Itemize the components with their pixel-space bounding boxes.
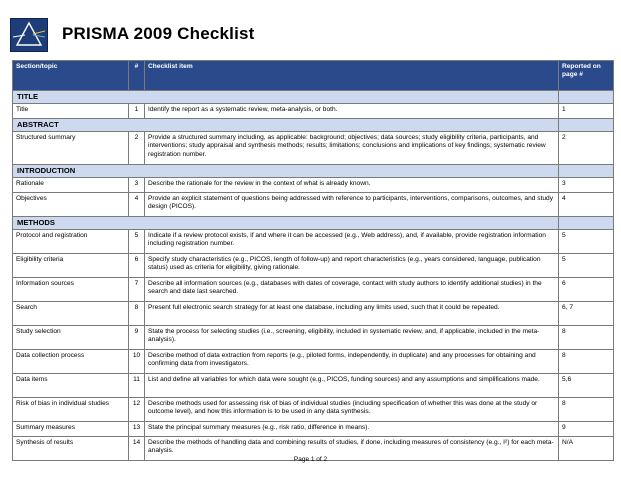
checklist-item-cell: Describe the rationale for the review in the context of what is already known.: [145, 178, 559, 193]
item-number-cell: 12: [129, 398, 145, 422]
topic-cell: Study selection: [13, 326, 129, 350]
item-number-cell: 1: [129, 104, 145, 119]
topic-cell: Search: [13, 302, 129, 326]
table-row: [13, 302, 614, 326]
checklist-item-cell: Provide an explicit statement of questions being addressed with reference to participants, interventions, comparisons, outcomes, and study design (PICOS).: [145, 193, 559, 217]
item-number-cell: 2: [129, 132, 145, 165]
section-header-row: [13, 91, 614, 104]
section-title: METHODS: [13, 217, 559, 230]
checklist-item-cell: Provide a structured summary including, as applicable: background; objectives; data sources; study eligibility criteria, participants, and interventions; study appraisal and synthesis methods; results; limitations; conclusions and implications of key findings; systematic review registration number.: [145, 132, 559, 165]
column-header-reported: Reported on page #: [559, 61, 614, 91]
checklist-table: [12, 60, 614, 461]
table-row: [13, 178, 614, 193]
table-row: [13, 350, 614, 374]
checklist-item-cell: Describe methods used for assessing risk of bias of individual studies (including specification of whether this was done at the study or outcome level), and how this information is to be used in any data synthesis.: [145, 398, 559, 422]
topic-cell: Data items: [13, 374, 129, 398]
table-row: [13, 398, 614, 422]
checklist-item-cell: State the principal summary measures (e.g., risk ratio, difference in means).: [145, 422, 559, 437]
section-title: ABSTRACT: [13, 119, 559, 132]
topic-cell: Risk of bias in individual studies: [13, 398, 129, 422]
checklist-item-cell: Indicate if a review protocol exists, if and where it can be accessed (e.g., Web address), and, if available, provide registration information including registration number.: [145, 230, 559, 254]
checklist-item-cell: Describe the methods of handling data and combining results of studies, if done, including measures of consistency (e.g., I²) for each meta-analysis.: [145, 437, 559, 461]
table-row: [13, 132, 614, 165]
item-number-cell: 7: [129, 278, 145, 302]
topic-cell: Synthesis of results: [13, 437, 129, 461]
section-page-cell: [559, 217, 614, 230]
page-title: PRISMA 2009 Checklist: [62, 24, 255, 43]
section-header-row: [13, 165, 614, 178]
reported-page-cell: 9: [559, 422, 614, 437]
topic-cell: Data collection process: [13, 350, 129, 374]
column-header-item: Checklist item: [145, 61, 559, 91]
table-row: [13, 230, 614, 254]
topic-cell: Title: [13, 104, 129, 119]
prism-icon: [11, 19, 47, 51]
column-header-number: #: [129, 61, 145, 91]
reported-page-cell: 6: [559, 278, 614, 302]
column-header-topic: Section/topic: [13, 61, 129, 91]
table-row: [13, 422, 614, 437]
reported-page-cell: 2: [559, 132, 614, 165]
table-row: [13, 326, 614, 350]
item-number-cell: 3: [129, 178, 145, 193]
topic-cell: Protocol and registration: [13, 230, 129, 254]
section-title: INTRODUCTION: [13, 165, 559, 178]
topic-cell: Summary measures: [13, 422, 129, 437]
item-number-cell: 14: [129, 437, 145, 461]
section-page-cell: [559, 119, 614, 132]
topic-cell: Objectives: [13, 193, 129, 217]
checklist-item-cell: List and define all variables for which data were sought (e.g., PICOS, funding sources) and any assumptions and simplifications made.: [145, 374, 559, 398]
item-number-cell: 6: [129, 254, 145, 278]
section-header-row: [13, 119, 614, 132]
item-number-cell: 8: [129, 302, 145, 326]
section-page-cell: [559, 165, 614, 178]
reported-page-cell: 8: [559, 326, 614, 350]
table-row: [13, 193, 614, 217]
reported-page-cell: 3: [559, 178, 614, 193]
reported-page-cell: 5,6: [559, 374, 614, 398]
table-body: [13, 91, 614, 461]
topic-cell: Eligibility criteria: [13, 254, 129, 278]
reported-page-cell: 5: [559, 254, 614, 278]
section-title: TITLE: [13, 91, 559, 104]
table-row: [13, 254, 614, 278]
table-header-row: [13, 61, 614, 91]
reported-page-cell: 8: [559, 398, 614, 422]
reported-page-cell: 1: [559, 104, 614, 119]
checklist-item-cell: Specify study characteristics (e.g., PICOS, length of follow-up) and report characteristics (e.g., years considered, language, publication status) used as criteria for eligibility, giving rationale.: [145, 254, 559, 278]
item-number-cell: 13: [129, 422, 145, 437]
item-number-cell: 11: [129, 374, 145, 398]
item-number-cell: 9: [129, 326, 145, 350]
reported-page-cell: 8: [559, 350, 614, 374]
topic-cell: Structured summary: [13, 132, 129, 165]
table-row: [13, 278, 614, 302]
table-row: [13, 104, 614, 119]
reported-page-cell: 4: [559, 193, 614, 217]
reported-page-cell: N/A: [559, 437, 614, 461]
prisma-logo: [10, 18, 48, 52]
table-row: [13, 374, 614, 398]
page-footer: Page 1 of 2: [293, 456, 328, 463]
item-number-cell: 4: [129, 193, 145, 217]
checklist-item-cell: Identify the report as a systematic review, meta-analysis, or both.: [145, 104, 559, 119]
checklist-item-cell: Present full electronic search strategy for at least one database, including any limits used, such that it could be repeated.: [145, 302, 559, 326]
checklist-item-cell: Describe method of data extraction from reports (e.g., piloted forms, independently, in duplicate) and any processes for obtaining and confirming data from investigators.: [145, 350, 559, 374]
topic-cell: Rationale: [13, 178, 129, 193]
checklist-item-cell: State the process for selecting studies (i.e., screening, eligibility, included in systematic review, and, if applicable, included in the meta-analysis).: [145, 326, 559, 350]
reported-page-cell: 6, 7: [559, 302, 614, 326]
item-number-cell: 10: [129, 350, 145, 374]
section-page-cell: [559, 91, 614, 104]
item-number-cell: 5: [129, 230, 145, 254]
reported-page-cell: 5: [559, 230, 614, 254]
checklist-item-cell: Describe all information sources (e.g., databases with dates of coverage, contact with study authors to identify additional studies) in the search and date last searched.: [145, 278, 559, 302]
section-header-row: [13, 217, 614, 230]
topic-cell: Information sources: [13, 278, 129, 302]
